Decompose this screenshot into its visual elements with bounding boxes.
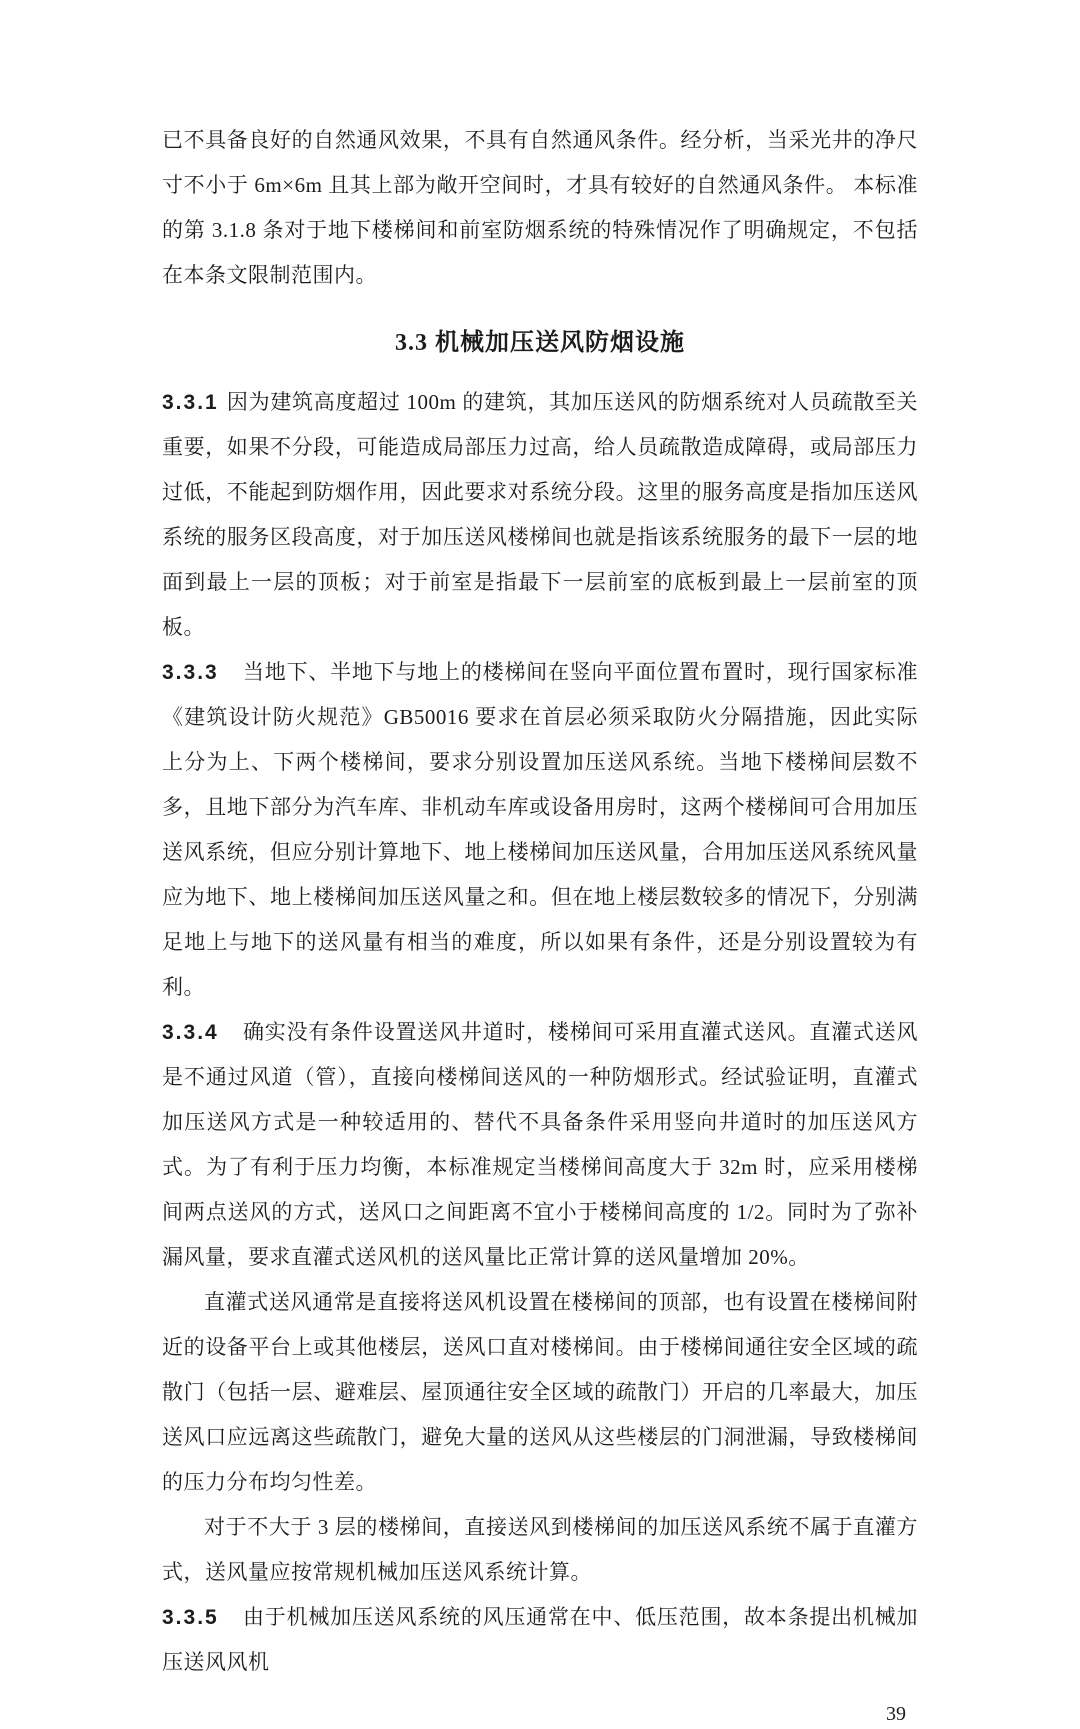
clause-3-3-5-text: 由于机械加压送风系统的风压通常在中、低压范围，故本条提出机械加压送风风机: [162, 1605, 918, 1674]
clause-3-3-4: [162, 1010, 918, 1280]
commentary-paragraph-2: 对于不大于 3 层的楼梯间，直接送风到楼梯间的加压送风系统不属于直灌方式，送风量应按常规机械加压送风系统计算。: [162, 1515, 918, 1584]
section-heading: 3.3 机械加压送风防烟设施: [395, 330, 685, 356]
clause-3-3-3-text: 当地下、半地下与地上的楼梯间在竖向平面位置布置时，现行国家标准《建筑设计防火规范》GB50016 要求在首层必须采取防火分隔措施，因此实际上分为上、下两个楼梯间，要求分别设置加压送风系统。当地下楼梯间层数不多，且地下部分为汽车库、非机动车库或设备用房时，这两个楼梯间可合用加压送风系统，但应分别计算地下、地上楼梯间加压送风量，合用加压送风系统风量应为地下、地上楼梯间加压送风量之和。但在地上楼层数较多的情况下，分别满足地上与地下的送风量有相当的难度，所以如果有条件，还是分别设置较为有利。: [162, 660, 918, 999]
commentary-paragraph-1: 直灌式送风通常是直接将送风机设置在楼梯间的顶部，也有设置在楼梯间附近的设备平台上或其他楼层，送风口直对楼梯间。由于楼梯间通往安全区域的疏散门（包括一层、避难层、屋顶通往安全区域的疏散门）开启的几率最大，加压送风口应远离这些疏散门，避免大量的送风从这些楼层的门洞泄漏，导致楼梯间的压力分布均匀性差。: [162, 1290, 918, 1494]
clause-3-3-1-number: 3.3.1: [162, 391, 219, 414]
clause-3-3-3: [162, 650, 918, 1010]
clause-3-3-5-number: 3.3.5: [162, 1606, 219, 1629]
intro-paragraph: 已不具备良好的自然通风效果，不具有自然通风条件。经分析，当采光井的净尺寸不小于 6m×6m 且其上部为敞开空间时，才具有较好的自然通风条件。 本标准的第 3.1.8 条对于地下楼梯间和前室防烟系统的特殊情况作了明确规定，不包括在本条文限制范围内。: [162, 128, 918, 287]
clause-3-3-3-number: 3.3.3: [162, 661, 219, 684]
clause-3-3-5: [162, 1595, 918, 1685]
clause-3-3-4-number: 3.3.4: [162, 1021, 219, 1044]
clause-3-3-1-text: 因为建筑高度超过 100m 的建筑，其加压送风的防烟系统对人员疏散至关重要，如果不分段，可能造成局部压力过高，给人员疏散造成障碍，或局部压力过低，不能起到防烟作用，因此要求对系统分段。这里的服务高度是指加压送风系统的服务区段高度，对于加压送风楼梯间也就是指该系统服务的最下一层的地面到最上一层的顶板；对于前室是指最下一层前室的底板到最上一层前室的顶板。: [162, 390, 918, 639]
clause-3-3-4-text: 确实没有条件设置送风井道时，楼梯间可采用直灌式送风。直灌式送风是不通过风道（管），直接向楼梯间送风的一种防烟形式。经试验证明，直灌式加压送风方式是一种较适用的、替代不具备条件采用竖向井道时的加压送风方式。为了有利于压力均衡，本标准规定当楼梯间高度大于 32m 时，应采用楼梯间两点送风的方式，送风口之间距离不宜小于楼梯间高度的 1/2。同时为了弥补漏风量，要求直灌式送风机的送风量比正常计算的送风量增加 20%。: [162, 1020, 918, 1269]
clause-3-3-1: [162, 380, 918, 650]
page-number: 39: [886, 1703, 906, 1725]
